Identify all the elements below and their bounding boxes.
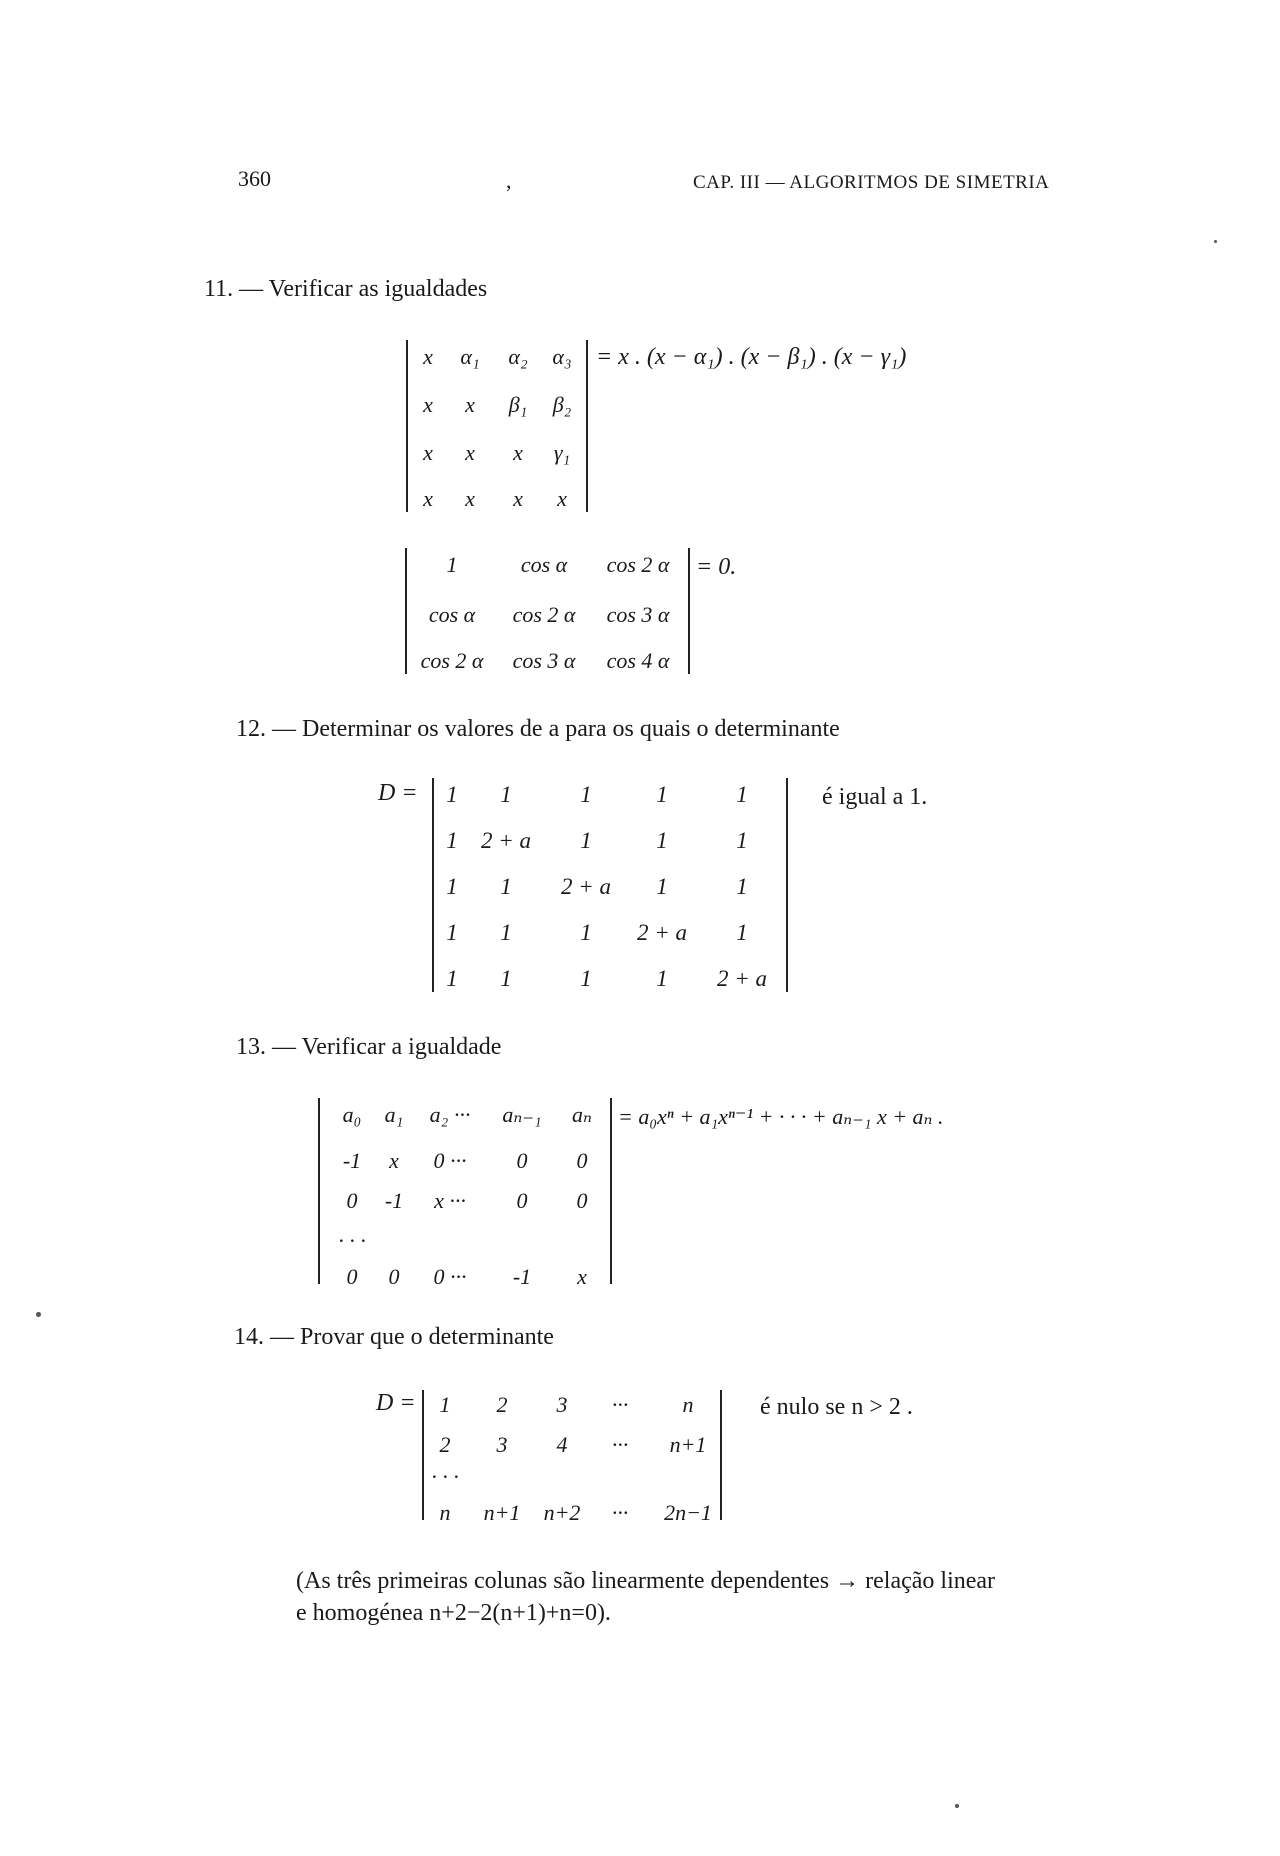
matrix-cell: cos 2 α	[606, 552, 670, 577]
matrix-cell: aₙ₋₁	[502, 1102, 542, 1127]
determinant-bar-right	[720, 1390, 722, 1520]
matrix-cell: 0	[346, 1264, 358, 1289]
matrix-cell: x	[465, 392, 475, 417]
matrix-cell: x	[389, 1148, 399, 1173]
matrix-cell: 2 + a	[636, 920, 688, 945]
matrix-cell: x ···	[434, 1188, 466, 1213]
exercise-14-lhs: D =	[376, 1390, 416, 1416]
matrix-cell: x	[423, 344, 433, 369]
matrix-cell: β₁	[508, 392, 528, 417]
scan-speck	[955, 1804, 959, 1808]
matrix-cell: 2 + a	[480, 828, 532, 853]
matrix-cell: n+1	[483, 1500, 521, 1525]
determinant-bar-left	[318, 1098, 320, 1284]
exercise-12-lhs: D =	[378, 780, 418, 806]
matrix-cell: 0 ···	[433, 1148, 467, 1173]
matrix-cell: cos 2 α	[512, 602, 576, 627]
matrix-cell: x	[577, 1264, 587, 1289]
matrix-cell: a₀	[342, 1102, 362, 1127]
exercise-12-tail: é igual a 1.	[822, 784, 928, 810]
matrix-cell: α₂	[508, 344, 528, 369]
matrix-cell: -1	[342, 1148, 362, 1173]
matrix-cell: 1	[446, 828, 458, 853]
matrix-cell: 1	[500, 966, 512, 991]
matrix-cell: cos 2 α	[420, 648, 484, 673]
matrix-cell: 1	[580, 920, 592, 945]
matrix-cell: 0	[576, 1148, 588, 1173]
matrix-cell: -1	[512, 1264, 532, 1289]
matrix-cell: 1	[446, 966, 458, 991]
matrix-cell: x	[423, 486, 433, 511]
matrix-cell: cos 4 α	[606, 648, 670, 673]
matrix-cell: x	[423, 440, 433, 465]
matrix-cell: ···	[611, 1392, 629, 1417]
matrix-cell: 1	[656, 828, 668, 853]
determinant-bar-right	[688, 548, 690, 674]
matrix-cell: · · ·	[431, 1464, 459, 1489]
exercise-11-rhs-1: = x . (x − α₁) . (x − β₁) . (x − γ₁)	[596, 344, 907, 370]
matrix-cell: 4	[556, 1432, 568, 1457]
matrix-cell: 1	[656, 966, 668, 991]
determinant-bar-right	[610, 1098, 612, 1284]
matrix-cell: cos 3 α	[606, 602, 670, 627]
matrix-cell: 1	[446, 782, 458, 807]
exercise-14-note-line-1: (As três primeiras colunas são linearmente dependentes → relação linear	[296, 1568, 996, 1594]
matrix-cell: 0	[346, 1188, 358, 1213]
matrix-cell: cos 3 α	[512, 648, 576, 673]
matrix-cell: ···	[611, 1432, 629, 1457]
exercise-11-rhs-2: = 0.	[696, 554, 737, 580]
matrix-cell: x	[465, 486, 475, 511]
matrix-cell: 1	[580, 782, 592, 807]
header-tick: ,	[506, 168, 512, 193]
matrix-cell: x	[557, 486, 567, 511]
exercise-13-title: 13. — Verificar a igualdade	[236, 1034, 502, 1060]
matrix-cell: aₙ	[572, 1102, 592, 1127]
matrix-cell: 1	[580, 828, 592, 853]
matrix-cell: ···	[611, 1500, 629, 1525]
matrix-cell: 2 + a	[716, 966, 768, 991]
matrix-cell: 1	[736, 828, 748, 853]
matrix-cell: 1	[736, 782, 748, 807]
scan-speck	[36, 1312, 41, 1317]
determinant-bar-left	[406, 340, 408, 512]
matrix-cell: 2	[496, 1392, 508, 1417]
chapter-title: CAP. III — ALGORITMOS DE SIMETRIA	[693, 172, 1050, 193]
scan-speck	[1214, 240, 1217, 243]
matrix-cell: β₂	[552, 392, 572, 417]
matrix-cell: 1	[439, 1392, 451, 1417]
exercise-12-title: 12. — Determinar os valores de a para os quais o determinante	[236, 716, 840, 742]
matrix-cell: · · ·	[338, 1228, 366, 1253]
matrix-cell: 1	[500, 920, 512, 945]
exercise-13-rhs: = a₀xⁿ + a₁xⁿ⁻¹ + · · · + aₙ₋₁ x + aₙ .	[618, 1104, 944, 1129]
matrix-cell: n+1	[669, 1432, 707, 1457]
matrix-cell: 0 ···	[433, 1264, 467, 1289]
matrix-cell: 1	[500, 782, 512, 807]
matrix-cell: x	[513, 486, 523, 511]
matrix-cell: a₂ ···	[429, 1102, 471, 1127]
matrix-cell: 1	[446, 874, 458, 899]
matrix-cell: a₁	[384, 1102, 404, 1127]
matrix-cell: 1	[656, 782, 668, 807]
matrix-cell: α₁	[460, 344, 480, 369]
matrix-cell: 1	[446, 920, 458, 945]
matrix-cell: 0	[576, 1188, 588, 1213]
matrix-cell: 2 + a	[560, 874, 612, 899]
matrix-cell: cos α	[428, 602, 476, 627]
determinant-bar-right	[786, 778, 788, 992]
determinant-bar-left	[422, 1390, 424, 1520]
matrix-cell: x	[513, 440, 523, 465]
matrix-cell: 1	[446, 552, 458, 577]
matrix-cell: n	[439, 1500, 451, 1525]
matrix-cell: x	[465, 440, 475, 465]
matrix-cell: α₃	[552, 344, 572, 369]
matrix-cell: 0	[388, 1264, 400, 1289]
matrix-cell: 1	[736, 920, 748, 945]
exercise-14-tail: é nulo se n > 2 .	[760, 1394, 913, 1420]
matrix-cell: n	[682, 1392, 694, 1417]
matrix-cell: x	[423, 392, 433, 417]
matrix-cell: 1	[580, 966, 592, 991]
matrix-cell: 1	[500, 874, 512, 899]
matrix-cell: 0	[516, 1188, 528, 1213]
matrix-cell: 1	[736, 874, 748, 899]
matrix-cell: 2	[439, 1432, 451, 1457]
matrix-cell: 1	[656, 874, 668, 899]
matrix-cell: 2n−1	[664, 1500, 712, 1525]
matrix-cell: -1	[384, 1188, 404, 1213]
exercise-14-title: 14. — Provar que o determinante	[234, 1324, 554, 1350]
matrix-cell: 3	[556, 1392, 568, 1417]
determinant-bar-left	[405, 548, 407, 674]
determinant-bar-left	[432, 778, 434, 992]
exercise-14-note-line-2: e homogénea n+2−2(n+1)+n=0).	[296, 1600, 611, 1626]
matrix-cell: 0	[516, 1148, 528, 1173]
matrix-cell: n+2	[543, 1500, 581, 1525]
matrix-cell: γ₁	[553, 440, 571, 465]
page-number: 360	[238, 166, 271, 191]
determinant-bar-right	[586, 340, 588, 512]
matrix-cell: 3	[496, 1432, 508, 1457]
exercise-11-title: 11. — Verificar as igualdades	[204, 276, 488, 302]
matrix-cell: cos α	[520, 552, 568, 577]
